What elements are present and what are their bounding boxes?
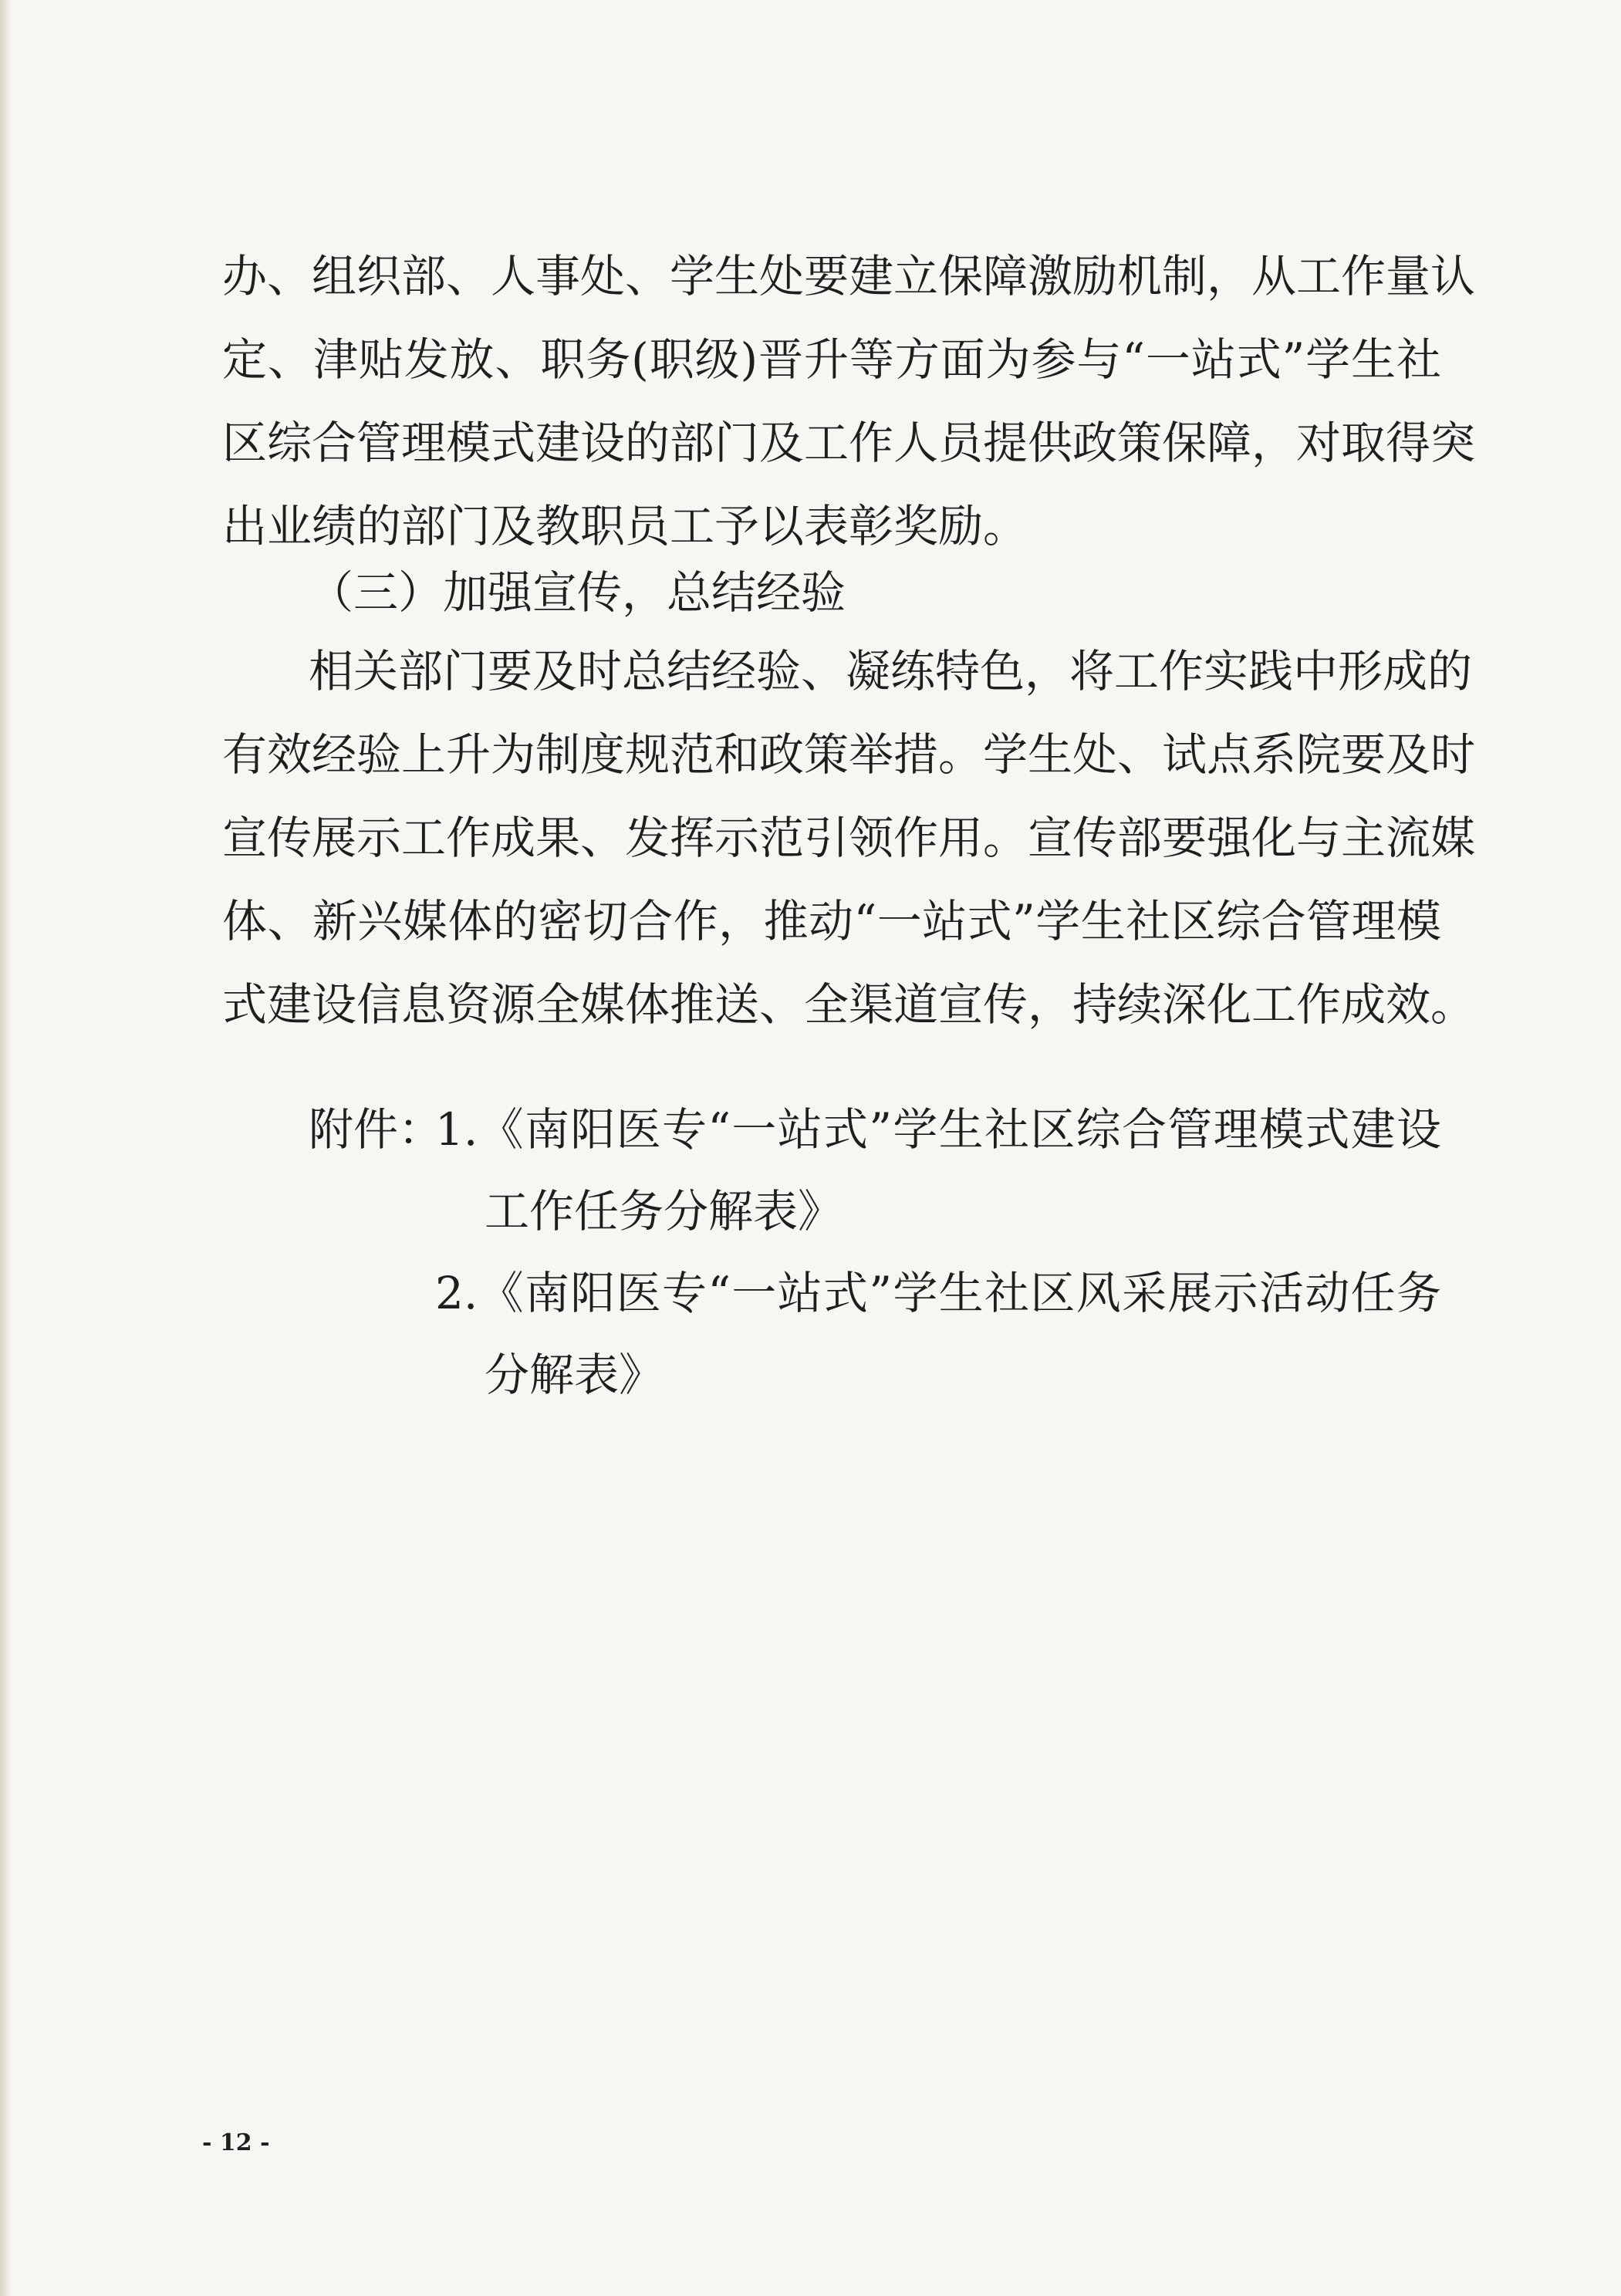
paragraph-line: 办、组织部、人事处、学生处要建立保障激励机制，从工作量认 (222, 250, 1476, 302)
attachment-item-1: 1.《南阳医专“一站式”学生社区综合管理模式建设 (435, 1103, 1441, 1156)
paragraph-line: 区综合管理模式建设的部门及工作人员提供政策保障，对取得突 (222, 417, 1476, 469)
paragraph-line: 定、津贴发放、职务(职级)晋升等方面为参与“一站式”学生社 (222, 333, 1441, 386)
paragraph-line: 有效经验上升为制度规范和政策举措。学生处、试点系院要及时 (222, 728, 1476, 781)
section-heading: （三）加强宣传，总结经验 (309, 566, 846, 619)
page-number: - 12 - (202, 2129, 270, 2156)
attachment-item-2: 2.《南阳医专“一站式”学生社区风采展示活动任务 (435, 1267, 1441, 1319)
paragraph-line: 相关部门要及时总结经验、凝练特色，将工作实践中形成的 (309, 645, 1473, 697)
attachment-item-2-cont: 分解表》 (485, 1349, 664, 1401)
paragraph-line: 宣传展示工作成果、发挥示范引领作用。宣传部要强化与主流媒 (222, 812, 1476, 864)
scan-edge-shadow (0, 0, 11, 2296)
paragraph-line: 出业绩的部门及教职员工予以表彰奖励。 (222, 500, 1028, 552)
attachments-label: 附件： (309, 1103, 444, 1156)
paragraph-line: 体、新兴媒体的密切合作，推动“一站式”学生社区综合管理模 (222, 895, 1441, 947)
attachment-item-1-cont: 工作任务分解表》 (485, 1185, 843, 1237)
paragraph-line: 式建设信息资源全媒体推送、全渠道宣传，持续深化工作成效。 (222, 978, 1476, 1031)
